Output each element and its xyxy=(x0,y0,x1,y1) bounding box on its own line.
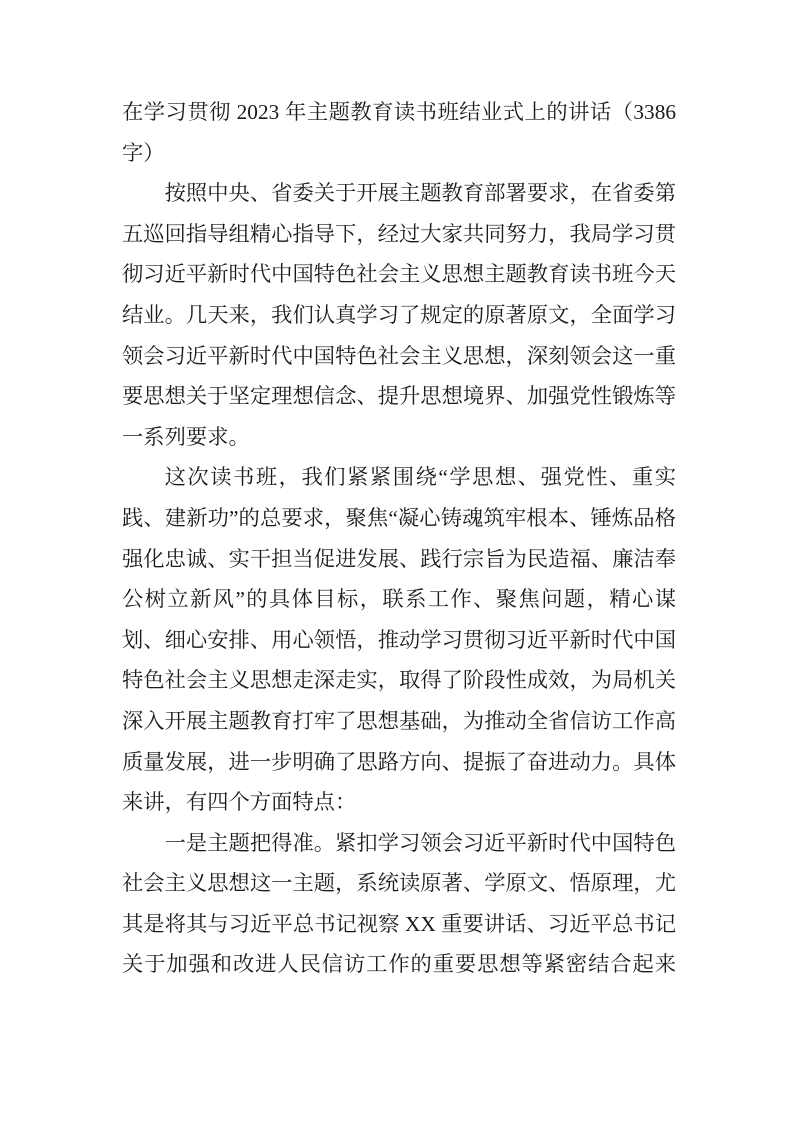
document-title: 在学习贯彻 2023 年主题教育读书班结业式上的讲话（3386 字） xyxy=(122,100,676,165)
paragraph-summary: 这次读书班，我们紧紧围绕“学思想、强党性、重实践、建新功”的总要求，聚焦“凝心铸魂筑牢根本、锤炼品格强化忠诚、实干担当促进发展、践行宗旨为民造福、廉洁奉公树立新风”的具体目标，联系工作、聚焦问题，精心谋划、细心安排、用心领悟，推动学习贯彻习近平新时代中国特色社会主义思想走深走实，取得了阶段性成效，为局机关深入开展主题教育打牢了思想基础，为推动全省信访工作高质量发展，进一步明确了思路方向、提振了奋进动力。具体来讲，有四个方面特点： xyxy=(122,465,676,815)
paragraph-point-one: 一是主题把得准。紧扣学习领会习近平新时代中国特色社会主义思想这一主题，系统读原著、学原文、悟原理，尤其是将其与习近平总书记视察 XX 重要讲话、习近平总书记关于加强和改进人民信访工作的重要思想等紧密结合起来 xyxy=(122,830,676,977)
paragraph-opening: 按照中央、省委关于开展主题教育部署要求，在省委第五巡回指导组精心指导下，经过大家共同努力，我局学习贯彻习近平新时代中国特色社会主义思想主题教育读书班今天结业。几天来，我们认真学习了规定的原著原文，全面学习领会习近平新时代中国特色社会主义思想，深刻领会这一重要思想关于坚定理想信念、提升思想境界、加强党性锻炼等一系列要求。 xyxy=(122,181,676,449)
